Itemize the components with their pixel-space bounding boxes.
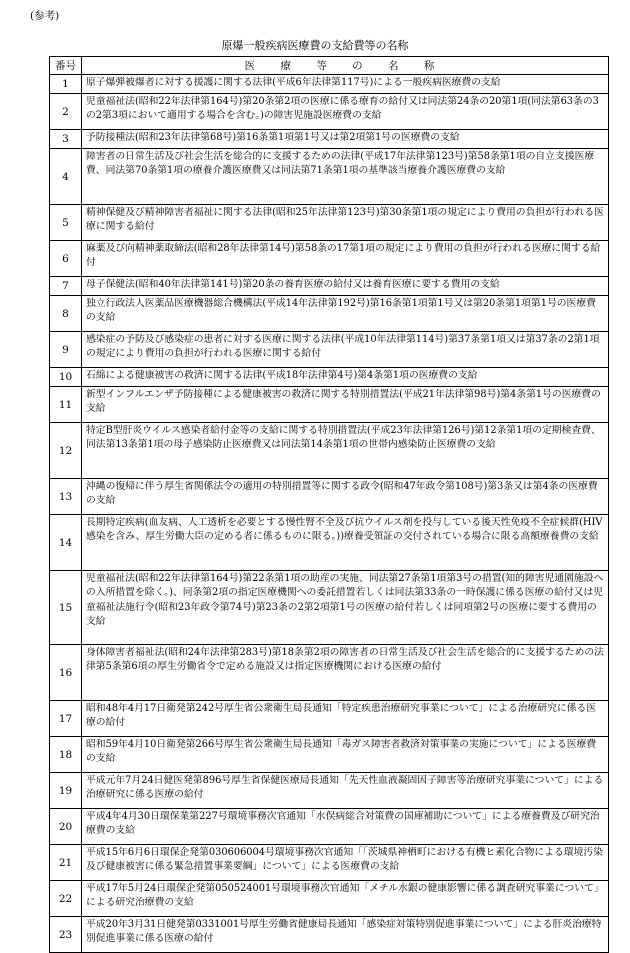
table-row: [50, 423, 609, 479]
row-number: 21: [50, 845, 82, 881]
row-number: 6: [50, 241, 82, 277]
reference-label: (参考): [30, 10, 60, 22]
row-number: 12: [50, 423, 82, 479]
table-row: [50, 845, 609, 881]
row-number: 13: [50, 479, 82, 515]
row-name: 独立行政法人医薬品医療機器総合機構法(平成14年法律第192号)第16条第1項第1号又は第20条第1項第1号の医療費の支給: [82, 296, 609, 332]
row-name: 感染症の予防及び感染症の患者に対する医療に関する法律(平成10年法律第114号)第37条第1項又は第37条の2第1項の規定により費用の負担が行われる医療に関する給付: [82, 332, 609, 368]
table-row: [50, 149, 609, 205]
row-name: 平成15年6月6日環保企発第030606004号環境事務次官通知「「茨城県神栖町における有機ヒ素化合物による環境汚染及び健康被害に係る緊急措置事業要綱」について」による医療費の支給: [82, 845, 609, 881]
row-name: 障害者の日常生活及び社会生活を総合的に支援するための法律(平成17年法律第123号)第58条第1項の自立支援医療費、同法第70条第1項の療養介護医療費又は同法第71条第1項の基準該当療養介護医療費の支給: [82, 149, 609, 205]
row-name: 特定B型肝炎ウイルス感染者給付金等の支給に関する特別措置法(平成23年法律第126号)第12条第1項の定期検査費、同法第13条第1項の母子感染防止医療費又は同法第14条第1項の世帯内感染防止医療費の支給: [82, 423, 609, 479]
row-number: 15: [50, 571, 82, 645]
row-name: 平成20年3月31日健発第0331001号厚生労働省健康局長通知「感染症対策特別促進事業について」による肝炎治療特別促進事業に係る医療の給付: [82, 917, 609, 953]
benefit-names-table: [49, 56, 609, 953]
row-name: 平成元年7月24日健医発第896号厚生省保健医療局長通知「先天性血液凝固因子障害等治療研究事業について」による治療研究に係る医療の給付: [82, 773, 609, 809]
table-row: [50, 241, 609, 277]
row-number: 3: [50, 130, 82, 149]
row-number: 8: [50, 296, 82, 332]
table-row: [50, 479, 609, 515]
row-name: 予防接種法(昭和23年法律第68号)第16条第1項第1号又は第2項第1号の医療費の支給: [82, 130, 609, 149]
row-number: 9: [50, 332, 82, 368]
table-row: [50, 332, 609, 368]
row-name: 母子保健法(昭和40年法律第141号)第20条の養育医療の給付又は養育医療に要する費用の支給: [82, 277, 609, 296]
header-name: 医 療 等 の 名 称: [82, 57, 609, 75]
table-row: [50, 205, 609, 241]
row-name: 昭和59年4月10日衛発第266号厚生省公衆衛生局長通知「毒ガス障害者救済対策事業の実施について」による医療費の支給: [82, 737, 609, 773]
row-name: 児童福祉法(昭和22年法律第164号)第20条第2項の医療に係る療育の給付又は同法第24条の20第1項(同法第63条の3の2第3項において適用する場合を含む。)の障害児施設医療費の支給: [82, 94, 609, 130]
row-number: 2: [50, 94, 82, 130]
row-name: 身体障害者福祉法(昭和24年法律第283号)第18条第2項の障害者の日常生活及び社会生活を総合的に支援するための法律第5条第6項の厚生労働省令で定める施設又は指定医療機関における医療の給付: [82, 645, 609, 701]
document-title: 原爆一般疾病医療費の支給費等の名称: [221, 39, 409, 52]
row-number: 14: [50, 515, 82, 571]
table-row: [50, 296, 609, 332]
table-row: [50, 368, 609, 387]
row-name: 原子爆弾被爆者に対する援護に関する法律(平成6年法律第117号)による一般疾病医療費の支給: [82, 75, 609, 94]
table-row: [50, 387, 609, 423]
row-number: 23: [50, 917, 82, 953]
row-number: 7: [50, 277, 82, 296]
row-number: 4: [50, 149, 82, 205]
table-row: [50, 277, 609, 296]
table-row: [50, 917, 609, 953]
table-row: [50, 881, 609, 917]
row-name: 新型インフルエンザ予防接種による健康被害の救済に関する特別措置法(平成21年法律第98号)第4条第1号の医療費の支給: [82, 387, 609, 423]
row-name: 長期特定疾病(血友病、人工透析を必要とする慢性腎不全及び抗ウイルス剤を投与している後天性免疫不全症候群(HIV感染を含み、厚生労働大臣の定める者に係るものに限る。))療養受領証の交付されている場合に限る高額療養費の支給: [82, 515, 609, 571]
row-number: 5: [50, 205, 82, 241]
row-name: 精神保健及び精神障害者福祉に関する法律(昭和25年法律第123号)第30条第1項の規定により費用の負担が行われる医療に関する給付: [82, 205, 609, 241]
row-name: 平成4年4月30日環保業第227号環境事務次官通知「水俣病総合対策費の国庫補助について」による療養費及び研究治療費の支給: [82, 809, 609, 845]
row-number: 18: [50, 737, 82, 773]
row-name: 平成17年5月24日環保企発第050524001号環境事務次官通知「メチル水銀の健康影響に係る調査研究事業について」による研究治療費の支給: [82, 881, 609, 917]
row-number: 10: [50, 368, 82, 387]
table-row: [50, 75, 609, 94]
row-number: 17: [50, 701, 82, 737]
row-number: 22: [50, 881, 82, 917]
row-name: 麻薬及び向精神薬取締法(昭和28年法律第14号)第58条の17第1項の規定により費用の負担が行われる医療に関する給付: [82, 241, 609, 277]
row-number: 11: [50, 387, 82, 423]
table-row: [50, 94, 609, 130]
row-name: 沖縄の復帰に伴う厚生省関係法令の適用の特別措置等に関する政令(昭和47年政令第108号)第3条又は第4条の医療費の支給: [82, 479, 609, 515]
table-row: [50, 571, 609, 645]
table-row: [50, 645, 609, 701]
header-number: 番号: [50, 57, 82, 75]
table-row: [50, 773, 609, 809]
table-row: [50, 515, 609, 571]
table-row: [50, 737, 609, 773]
table-row: [50, 809, 609, 845]
row-number: 20: [50, 809, 82, 845]
table-row: [50, 130, 609, 149]
table-header-row: [50, 57, 609, 75]
row-name: 児童福祉法(昭和22年法律第164号)第22条第1項の助産の実施、同法第27条第1項第3号の措置(知的障害児通園施設への入所措置を除く。)、同条第2項の指定医療機関への委託措置若しくは同法第33条の一時保護に係る医療の給付又は児童福祉法施行令(昭和23年政令第74号)第23条の2第2項第1号の医療の給付若しくは同項第2号の医療に要する費用の支給: [82, 571, 609, 645]
row-name: 昭和48年4月17日衛発第242号厚生省公衆衛生局長通知「特定疾患治療研究事業について」による治療研究に係る医療の給付: [82, 701, 609, 737]
row-name: 石綿による健康被害の救済に関する法律(平成18年法律第4号)第4条第1項の医療費の支給: [82, 368, 609, 387]
row-number: 16: [50, 645, 82, 701]
row-number: 19: [50, 773, 82, 809]
row-number: 1: [50, 75, 82, 94]
table-row: [50, 701, 609, 737]
